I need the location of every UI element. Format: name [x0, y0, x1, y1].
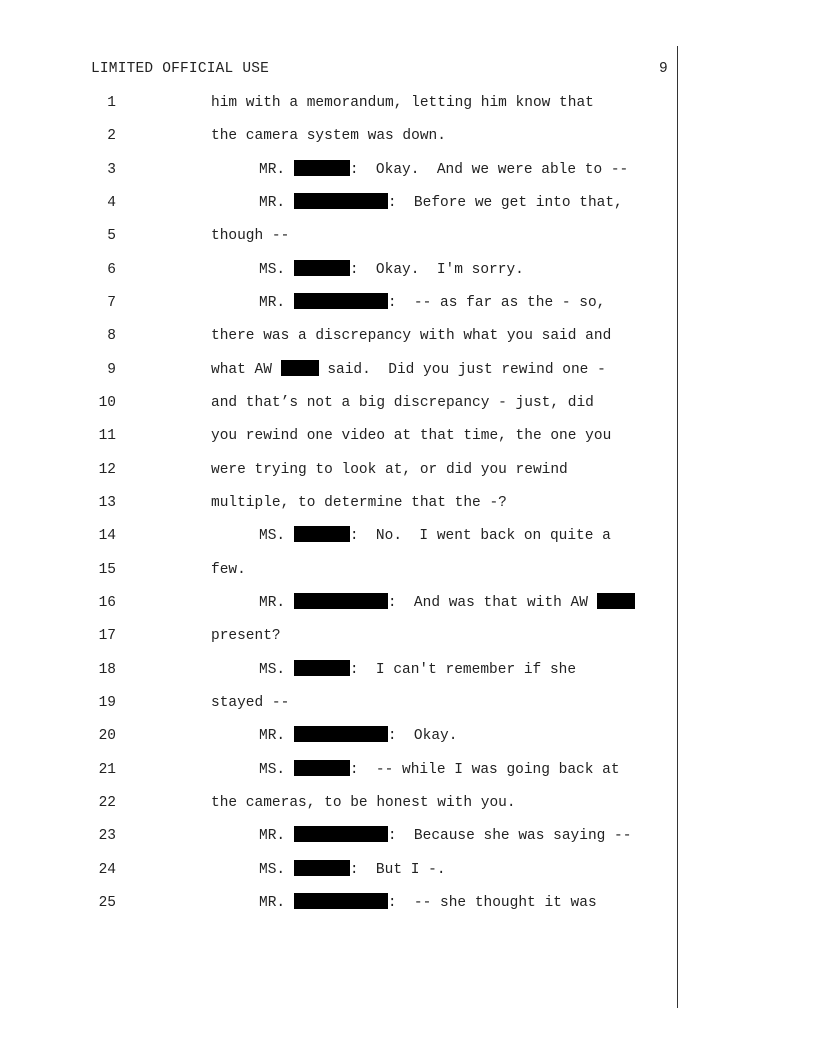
redaction-box	[597, 593, 635, 609]
line-number: 6	[107, 262, 116, 278]
line-text	[259, 160, 628, 180]
text-segment: MR.	[259, 728, 294, 744]
line-number: 24	[98, 862, 116, 878]
redaction-box	[294, 293, 388, 309]
line-text	[211, 493, 507, 513]
text-segment: : -- she thought it was	[387, 895, 597, 911]
redaction-box	[294, 726, 388, 742]
redaction-box	[294, 660, 350, 676]
redaction-box	[294, 160, 350, 176]
redaction-box	[294, 593, 388, 609]
transcript-line	[0, 160, 680, 180]
text-segment: MS.	[259, 528, 294, 544]
transcript-line	[0, 860, 680, 880]
line-number: 10	[98, 395, 116, 411]
line-text	[259, 893, 597, 913]
text-segment: MR.	[259, 162, 294, 178]
text-segment: what AW	[211, 362, 281, 378]
line-number: 4	[107, 195, 116, 211]
line-number: 15	[98, 562, 116, 578]
line-text	[211, 626, 281, 646]
text-segment: the cameras, to be honest with you.	[211, 795, 516, 811]
redaction-box	[281, 360, 319, 376]
line-number: 7	[107, 295, 116, 311]
transcript-line	[0, 126, 680, 146]
transcript-line	[0, 260, 680, 280]
line-number: 19	[98, 695, 116, 711]
line-number: 20	[98, 728, 116, 744]
text-segment: : I can't remember if she	[349, 662, 577, 678]
page-number: 9	[659, 61, 668, 77]
line-text	[211, 126, 446, 146]
text-segment: : Okay.	[387, 728, 458, 744]
text-segment: : But I -.	[349, 862, 446, 878]
line-number: 11	[98, 428, 116, 444]
transcript-line	[0, 93, 680, 113]
transcript-line	[0, 393, 680, 413]
text-segment: : Before we get into that,	[387, 195, 623, 211]
line-text	[259, 293, 605, 313]
text-segment: MR.	[259, 195, 294, 211]
transcript-line	[0, 326, 680, 346]
line-text	[211, 560, 246, 580]
line-text	[259, 760, 620, 780]
transcript-line	[0, 226, 680, 246]
line-text	[259, 826, 631, 846]
line-number: 17	[98, 628, 116, 644]
text-segment: MS.	[259, 862, 294, 878]
line-number: 13	[98, 495, 116, 511]
line-number: 18	[98, 662, 116, 678]
transcript-line	[0, 593, 680, 613]
transcript-line	[0, 560, 680, 580]
line-text	[259, 860, 446, 880]
line-text	[211, 360, 606, 380]
transcript-line	[0, 660, 680, 680]
line-number: 22	[98, 795, 116, 811]
line-number: 23	[98, 828, 116, 844]
redaction-box	[294, 760, 350, 776]
text-segment: multiple, to determine that the -?	[211, 495, 507, 511]
transcript-line	[0, 826, 680, 846]
line-text	[211, 226, 289, 246]
classification-header: LIMITED OFFICIAL USE	[91, 61, 270, 77]
line-number: 9	[107, 362, 116, 378]
transcript-line	[0, 893, 680, 913]
line-text	[211, 326, 611, 346]
line-number: 25	[98, 895, 116, 911]
redaction-box	[294, 860, 350, 876]
text-segment: present?	[211, 628, 281, 644]
line-text	[259, 593, 635, 613]
line-text	[211, 93, 594, 113]
transcript-line	[0, 426, 680, 446]
text-segment: : No. I went back on quite a	[349, 528, 611, 544]
text-segment: : Because she was saying --	[387, 828, 632, 844]
text-segment: MR.	[259, 595, 294, 611]
text-segment: were trying to look at, or did you rewind	[211, 462, 568, 478]
transcript-line	[0, 760, 680, 780]
line-number: 12	[98, 462, 116, 478]
text-segment: MS.	[259, 662, 294, 678]
transcript-line	[0, 793, 680, 813]
line-text	[211, 426, 611, 446]
text-segment: there was a discrepancy with what you said and	[211, 328, 612, 344]
text-segment: : And was that with AW	[387, 595, 597, 611]
transcript-line	[0, 693, 680, 713]
text-segment: : Okay. And we were able to --	[349, 162, 629, 178]
text-segment: him with a memorandum, letting him know that	[211, 95, 594, 111]
line-text	[211, 693, 289, 713]
redaction-box	[294, 893, 388, 909]
redaction-box	[294, 826, 388, 842]
transcript-line	[0, 726, 680, 746]
transcript-line	[0, 626, 680, 646]
text-segment: : -- while I was going back at	[349, 762, 620, 778]
text-segment: though --	[211, 228, 290, 244]
line-text	[259, 726, 457, 746]
redaction-box	[294, 526, 350, 542]
line-number: 5	[107, 228, 116, 244]
transcript-line	[0, 193, 680, 213]
text-segment: : Okay. I'm sorry.	[349, 262, 524, 278]
text-segment: MS.	[259, 262, 294, 278]
line-number: 21	[98, 762, 116, 778]
text-segment: you rewind one video at that time, the one you	[211, 428, 612, 444]
line-number: 8	[107, 328, 116, 344]
transcript-line	[0, 360, 680, 380]
line-number: 16	[98, 595, 116, 611]
line-text	[259, 526, 611, 546]
redaction-box	[294, 260, 350, 276]
transcript-line	[0, 493, 680, 513]
transcript-line	[0, 526, 680, 546]
redaction-box	[294, 193, 388, 209]
line-number: 2	[107, 128, 116, 144]
text-segment: MR.	[259, 895, 294, 911]
line-text	[211, 793, 516, 813]
transcript-line	[0, 460, 680, 480]
text-segment: and that’s not a big discrepancy - just, did	[211, 395, 594, 411]
transcript-line	[0, 293, 680, 313]
line-text	[259, 660, 576, 680]
text-segment: : -- as far as the - so,	[387, 295, 606, 311]
line-text	[211, 393, 594, 413]
line-text	[259, 193, 623, 213]
line-number: 14	[98, 528, 116, 544]
line-text	[259, 260, 524, 280]
line-text	[211, 460, 568, 480]
text-segment: few.	[211, 562, 246, 578]
text-segment: the camera system was down.	[211, 128, 446, 144]
line-number: 3	[107, 162, 116, 178]
text-segment: MR.	[259, 295, 294, 311]
text-segment: said. Did you just rewind one -	[318, 362, 606, 378]
text-segment: stayed --	[211, 695, 290, 711]
line-number: 1	[107, 95, 116, 111]
text-segment: MR.	[259, 828, 294, 844]
text-segment: MS.	[259, 762, 294, 778]
